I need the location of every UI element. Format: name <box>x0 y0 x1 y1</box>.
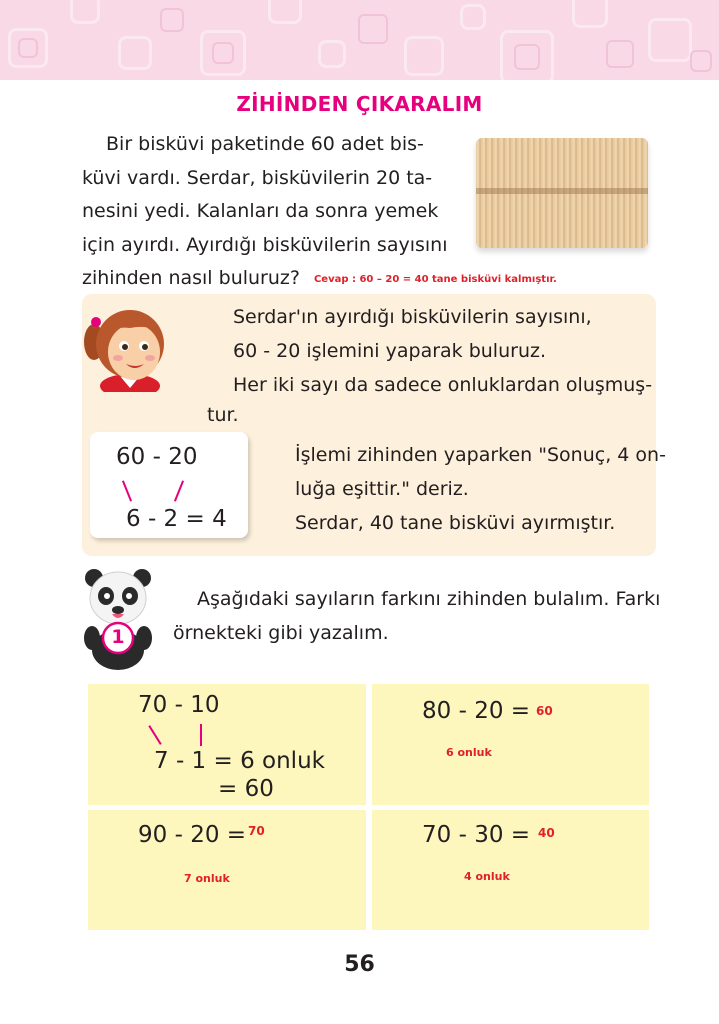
written-note: 6 onluk <box>446 746 492 759</box>
example-bottom: 6 - 2 = 4 <box>126 506 227 532</box>
connector-line <box>174 480 184 501</box>
written-note: 4 onluk <box>464 870 510 883</box>
intro-line: Bir bisküvi paketinde 60 adet bis- <box>106 133 424 155</box>
connector-line <box>148 725 161 745</box>
question-line: Aşağıdaki sayıların farkını zihinden bulalım. Farkı <box>197 588 661 610</box>
exercise-expression: 70 - 10 <box>138 692 220 718</box>
exercise-tile <box>372 684 649 805</box>
written-answer: 40 <box>538 826 555 840</box>
explanation-line: 60 - 20 işlemini yaparak buluruz. <box>233 340 546 362</box>
connector-line <box>122 480 132 501</box>
exercise-tile <box>88 684 366 805</box>
panda-character-image <box>80 566 156 670</box>
intro-line: küvi vardı. Serdar, bisküvilerin 20 ta- <box>82 166 433 189</box>
explanation-line: tur. <box>207 404 239 426</box>
question-line: örnekteki gibi yazalım. <box>173 622 389 644</box>
explanation-line: luğa eşittir." deriz. <box>295 478 469 500</box>
connector-line <box>200 724 202 746</box>
explanation-line: Serdar, 40 tane bisküvi ayırmıştır. <box>295 512 616 534</box>
page-title: ZİHİNDEN ÇIKARALIM <box>236 92 483 116</box>
exercise-result: = 60 <box>218 776 274 802</box>
written-note: 7 onluk <box>184 872 230 885</box>
exercise-step: 7 - 1 = 6 onluk <box>154 748 325 774</box>
explanation-line: Her iki sayı da sadece onluklardan oluşmuş- <box>233 374 653 396</box>
explanation-line: Serdar'ın ayırdığı bisküvilerin sayısını, <box>233 306 592 328</box>
intro-paragraph <box>82 128 557 297</box>
biscuit-package-image <box>476 138 648 248</box>
exercise-expression: 70 - 30 = <box>422 822 531 848</box>
intro-line: nesini yedi. Kalanları da sonra yemek <box>82 200 439 222</box>
example-top: 60 - 20 <box>116 444 198 470</box>
header-banner <box>0 0 719 80</box>
intro-line <box>82 262 557 297</box>
intro-line: için ayırdı. Ayırdığı bisküvilerin sayısını <box>82 233 448 256</box>
exercise-tile <box>88 810 366 930</box>
exercise-expression: 80 - 20 = <box>422 698 531 724</box>
example-card <box>90 432 248 538</box>
written-answer: 60 <box>536 704 553 718</box>
written-answer: 70 <box>248 824 265 838</box>
handwritten-answer: Cevap : 60 – 20 = 40 tane bisküvi kalmıştır. <box>313 274 557 285</box>
explanation-line: İşlemi zihinden yaparken "Sonuç, 4 on- <box>295 444 666 466</box>
exercise-expression: 90 - 20 = <box>138 822 247 848</box>
girl-character-image <box>80 296 176 392</box>
exercise-tile <box>372 810 649 930</box>
intro-question: zihinden nasıl buluruz? <box>82 267 300 289</box>
question-number-badge: 1 <box>111 626 125 648</box>
page-number: 56 <box>344 952 375 977</box>
